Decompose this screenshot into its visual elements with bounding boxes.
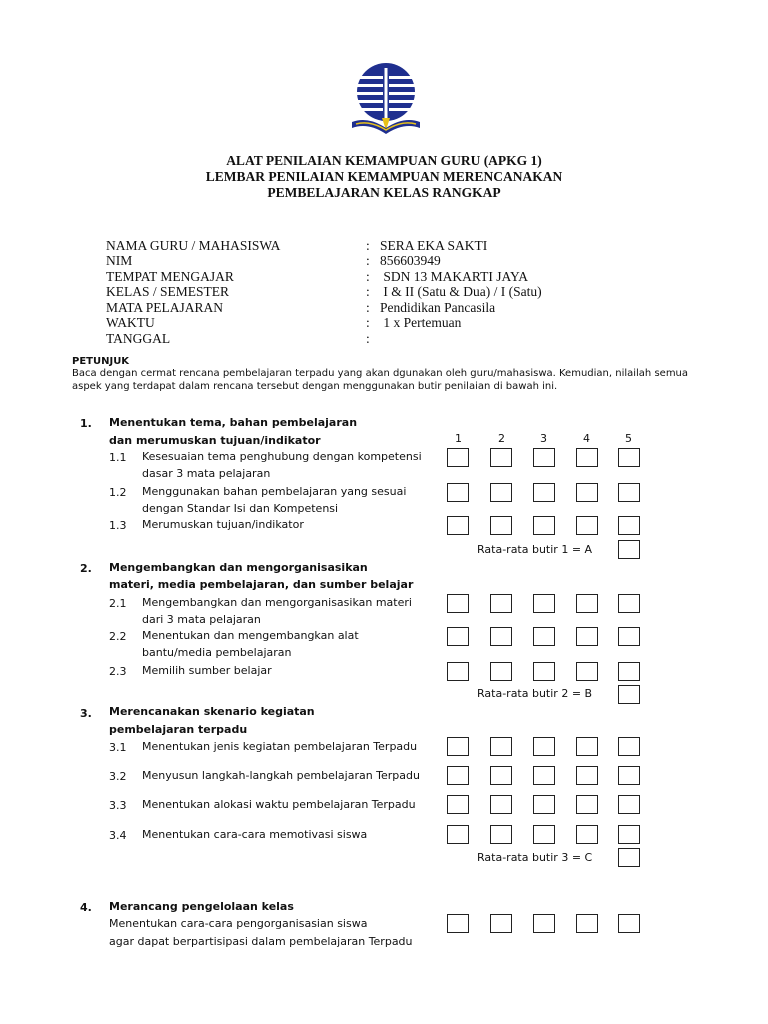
info-label: NAMA GURU / MAHASISWA — [106, 238, 281, 253]
item-number: 3.1 — [109, 741, 127, 754]
info-value-time: 1 x Pertemuan — [380, 315, 462, 330]
score-box-1[interactable] — [447, 594, 469, 613]
section-title: Mengembangkan dan mengorganisasikan — [109, 561, 368, 574]
item-number: 2.1 — [109, 597, 127, 610]
score-box-4[interactable] — [576, 825, 598, 844]
info-label: WAKTU — [106, 315, 155, 330]
average-box[interactable] — [618, 685, 640, 704]
doc-title-1: ALAT PENILAIAN KEMAMPUAN GURU (APKG 1) — [226, 153, 542, 168]
score-box-2[interactable] — [490, 483, 512, 502]
item-text: dengan Standar Isi dan Kompetensi — [142, 502, 339, 515]
score-box-5[interactable] — [618, 914, 640, 933]
score-box-1[interactable] — [447, 662, 469, 681]
doc-title-3: PEMBELAJARAN KELAS RANGKAP — [267, 185, 501, 200]
info-label: KELAS / SEMESTER — [106, 284, 230, 299]
average-box[interactable] — [618, 848, 640, 867]
scale-label-5: 5 — [625, 432, 632, 445]
score-box-1[interactable] — [447, 627, 469, 646]
score-box-3[interactable] — [533, 766, 555, 785]
score-box-4[interactable] — [576, 737, 598, 756]
info-colon: : — [366, 238, 370, 253]
score-box-3[interactable] — [533, 914, 555, 933]
score-box-5[interactable] — [618, 627, 640, 646]
item-text: Menentukan jenis kegiatan pembelajaran Terpadu — [142, 740, 418, 753]
info-value-subject: Pendidikan Pancasila — [380, 300, 496, 315]
score-box-2[interactable] — [490, 737, 512, 756]
item-number: 1.1 — [109, 451, 127, 464]
score-box-5[interactable] — [618, 825, 640, 844]
score-box-5[interactable] — [618, 516, 640, 535]
score-box-5[interactable] — [618, 483, 640, 502]
score-box-1[interactable] — [447, 914, 469, 933]
score-box-4[interactable] — [576, 662, 598, 681]
score-box-4[interactable] — [576, 627, 598, 646]
score-box-3[interactable] — [533, 737, 555, 756]
section-title: pembelajaran terpadu — [109, 723, 248, 736]
score-box-4[interactable] — [576, 914, 598, 933]
info-colon: : — [366, 253, 370, 268]
score-box-3[interactable] — [533, 627, 555, 646]
item-text: Menentukan cara-cara memotivasi siswa — [142, 828, 368, 841]
score-box-3[interactable] — [533, 483, 555, 502]
university-logo — [348, 62, 424, 138]
score-box-1[interactable] — [447, 448, 469, 467]
info-label: TEMPAT MENGAJAR — [106, 269, 234, 284]
score-box-5[interactable] — [618, 737, 640, 756]
item-text: Mengembangkan dan mengorganisasikan materi — [142, 596, 412, 609]
section-number: 2. — [80, 562, 92, 575]
section-title: Merencanakan skenario kegiatan — [109, 705, 315, 718]
score-box-3[interactable] — [533, 594, 555, 613]
score-box-3[interactable] — [533, 516, 555, 535]
section-text: Menentukan cara-cara pengorganisasian siswa — [109, 917, 368, 930]
item-text: Kesesuaian tema penghubung dengan kompetensi — [142, 450, 422, 463]
scale-label-2: 2 — [498, 432, 505, 445]
section-title: dan merumuskan tujuan/indikator — [109, 434, 321, 447]
info-value-name: SERA EKA SAKTI — [380, 238, 488, 253]
scale-label-3: 3 — [540, 432, 547, 445]
section-number: 1. — [80, 417, 92, 430]
item-text: Menentukan alokasi waktu pembelajaran Terpadu — [142, 798, 416, 811]
item-text: Menggunakan bahan pembelajaran yang sesuai — [142, 485, 407, 498]
score-box-4[interactable] — [576, 795, 598, 814]
info-label: TANGGAL — [106, 331, 171, 346]
info-colon: : — [366, 284, 370, 299]
section-title: Merancang pengelolaan kelas — [109, 900, 294, 913]
score-box-1[interactable] — [447, 825, 469, 844]
average-label: Rata-rata butir 1 = A — [477, 543, 593, 556]
item-number: 1.3 — [109, 519, 127, 532]
score-box-1[interactable] — [447, 766, 469, 785]
item-number: 2.3 — [109, 665, 127, 678]
score-box-5[interactable] — [618, 795, 640, 814]
item-text: dari 3 mata pelajaran — [142, 613, 261, 626]
section-text: agar dapat berpartisipasi dalam pembelajaran Terpadu — [109, 935, 413, 948]
score-box-5[interactable] — [618, 594, 640, 613]
score-box-3[interactable] — [533, 795, 555, 814]
info-value-class: I & II (Satu & Dua) / I (Satu) — [380, 284, 542, 299]
score-box-4[interactable] — [576, 594, 598, 613]
average-label: Rata-rata butir 3 = C — [477, 851, 593, 864]
score-box-2[interactable] — [490, 825, 512, 844]
section-title: Menentukan tema, bahan pembelajaran — [109, 416, 358, 429]
score-box-5[interactable] — [618, 448, 640, 467]
item-text: dasar 3 mata pelajaran — [142, 467, 271, 480]
item-text: bantu/media pembelajaran — [142, 646, 292, 659]
score-box-2[interactable] — [490, 662, 512, 681]
average-box[interactable] — [618, 540, 640, 559]
score-box-2[interactable] — [490, 516, 512, 535]
score-box-1[interactable] — [447, 516, 469, 535]
section-title: materi, media pembelajaran, dan sumber belajar — [109, 578, 414, 591]
item-number: 3.2 — [109, 770, 127, 783]
section-number: 3. — [80, 707, 92, 720]
info-colon: : — [366, 331, 370, 346]
info-value-school: SDN 13 MAKARTI JAYA — [380, 269, 528, 284]
score-box-2[interactable] — [490, 627, 512, 646]
instructions-text: Baca dengan cermat rencana pembelajaran terpadu yang akan dgunakan oleh guru/mahasiswa. Kemudian, nilailah semua aspek yang terdapat dalam rencana tersebut dengan menggunakan butir penilaian di bawah ini. — [72, 368, 689, 392]
score-box-1[interactable] — [447, 737, 469, 756]
item-number: 2.2 — [109, 630, 127, 643]
info-colon: : — [366, 269, 370, 284]
score-box-5[interactable] — [618, 662, 640, 681]
section-number: 4. — [80, 901, 92, 914]
score-box-4[interactable] — [576, 516, 598, 535]
instructions-heading: PETUNJUK — [72, 356, 130, 367]
info-label: NIM — [106, 253, 133, 268]
item-number: 1.2 — [109, 486, 127, 499]
item-number: 3.4 — [109, 829, 127, 842]
score-box-4[interactable] — [576, 483, 598, 502]
score-box-1[interactable] — [447, 483, 469, 502]
score-box-2[interactable] — [490, 766, 512, 785]
score-box-3[interactable] — [533, 662, 555, 681]
scale-label-4: 4 — [583, 432, 590, 445]
score-box-2[interactable] — [490, 448, 512, 467]
score-box-2[interactable] — [490, 594, 512, 613]
score-box-4[interactable] — [576, 448, 598, 467]
score-box-4[interactable] — [576, 766, 598, 785]
score-box-3[interactable] — [533, 825, 555, 844]
info-colon: : — [366, 300, 370, 315]
score-box-1[interactable] — [447, 795, 469, 814]
average-label: Rata-rata butir 2 = B — [477, 687, 593, 700]
info-colon: : — [366, 315, 370, 330]
info-label: MATA PELAJARAN — [106, 300, 224, 315]
item-text: Memilih sumber belajar — [142, 664, 272, 677]
item-text: Menentukan dan mengembangkan alat — [142, 629, 359, 642]
item-number: 3.3 — [109, 799, 127, 812]
scale-label-1: 1 — [455, 432, 462, 445]
score-box-5[interactable] — [618, 766, 640, 785]
score-box-3[interactable] — [533, 448, 555, 467]
info-value-nim: 856603949 — [380, 253, 441, 268]
item-text: Menyusun langkah-langkah pembelajaran Terpadu — [142, 769, 420, 782]
score-box-2[interactable] — [490, 914, 512, 933]
item-text: Merumuskan tujuan/indikator — [142, 518, 304, 531]
doc-title-2: LEMBAR PENILAIAN KEMAMPUAN MERENCANAKAN — [205, 169, 563, 184]
score-box-2[interactable] — [490, 795, 512, 814]
